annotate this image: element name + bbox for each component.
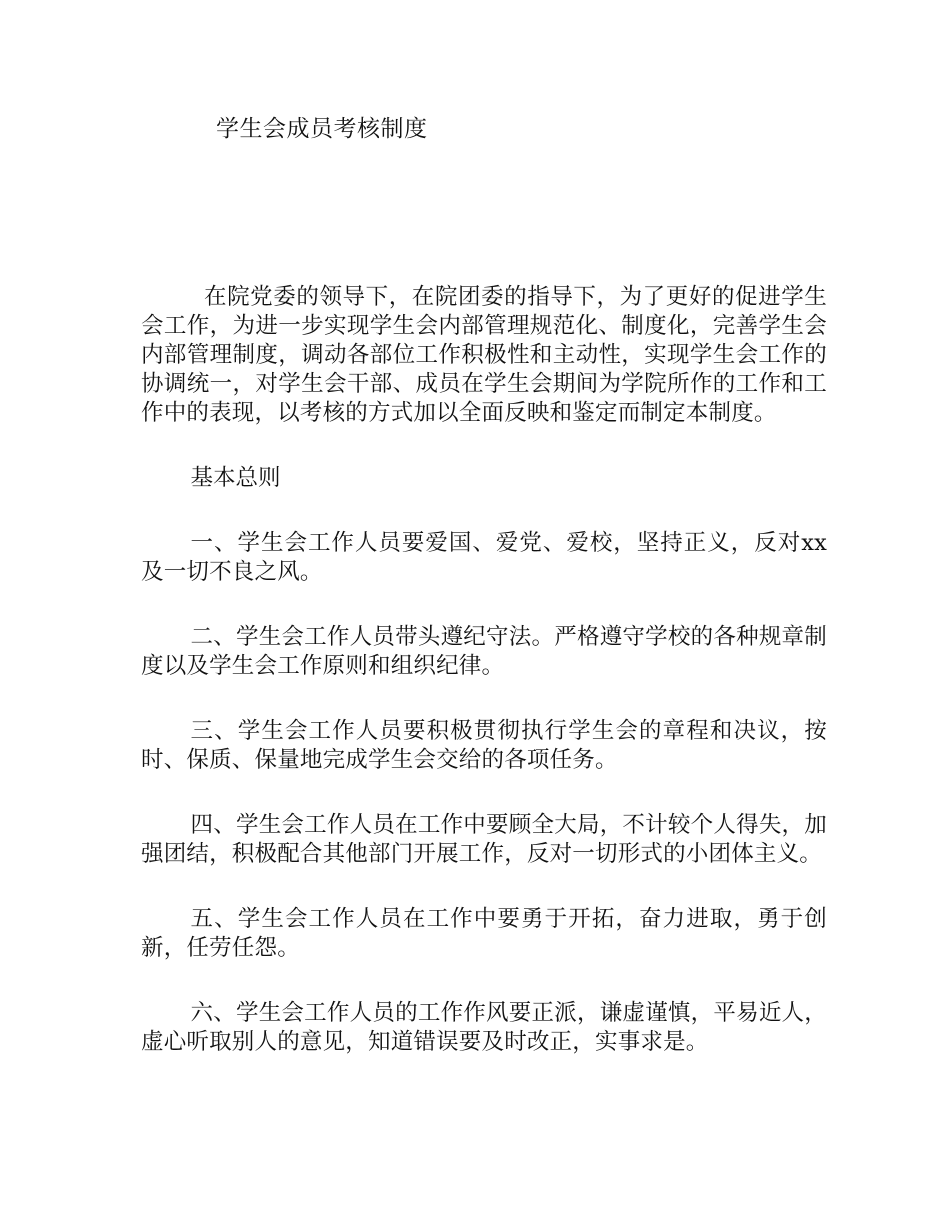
rule-paragraph-6: 六、学生会工作人员的工作作风要正派，谦虚谨慎，平易近人，虚心听取别人的意见，知道错误要及时改正，实事求是。 bbox=[141, 1000, 827, 1055]
section-heading: 基本总则 bbox=[190, 465, 281, 491]
document-body bbox=[141, 283, 827, 1093]
rule-paragraph-2: 二、学生会工作人员带头遵纪守法。严格遵守学校的各种规章制度以及学生会工作原则和组织纪律。 bbox=[141, 624, 827, 679]
document-title: 学生会成员考核制度 bbox=[216, 116, 428, 142]
rule-paragraph-3: 三、学生会工作人员要积极贯彻执行学生会的章程和决议，按时、保质、保量地完成学生会交给的各项任务。 bbox=[141, 718, 827, 773]
rule-paragraph-5: 五、学生会工作人员在工作中要勇于开拓，奋力进取，勇于创新，任劳任怨。 bbox=[141, 906, 827, 961]
rule-paragraph-4: 四、学生会工作人员在工作中要顾全大局，不计较个人得失，加强团结，积极配合其他部门开展工作，反对一切形式的小团体主义。 bbox=[141, 812, 827, 867]
rule-paragraph-1: 一、学生会工作人员要爱国、爱党、爱校，坚持正义，反对xx及一切不良之风。 bbox=[141, 530, 827, 585]
intro-paragraph: 在院党委的领导下，在院团委的指导下，为了更好的促进学生会工作，为进一步实现学生会内部管理规范化、制度化，完善学生会内部管理制度，调动各部位工作积极性和主动性，实现学生会工作的协调统一，对学生会干部、成员在学生会期间为学院所作的工作和工作中的表现，以考核的方式加以全面反映和鉴定而制定本制度。 bbox=[141, 284, 827, 426]
